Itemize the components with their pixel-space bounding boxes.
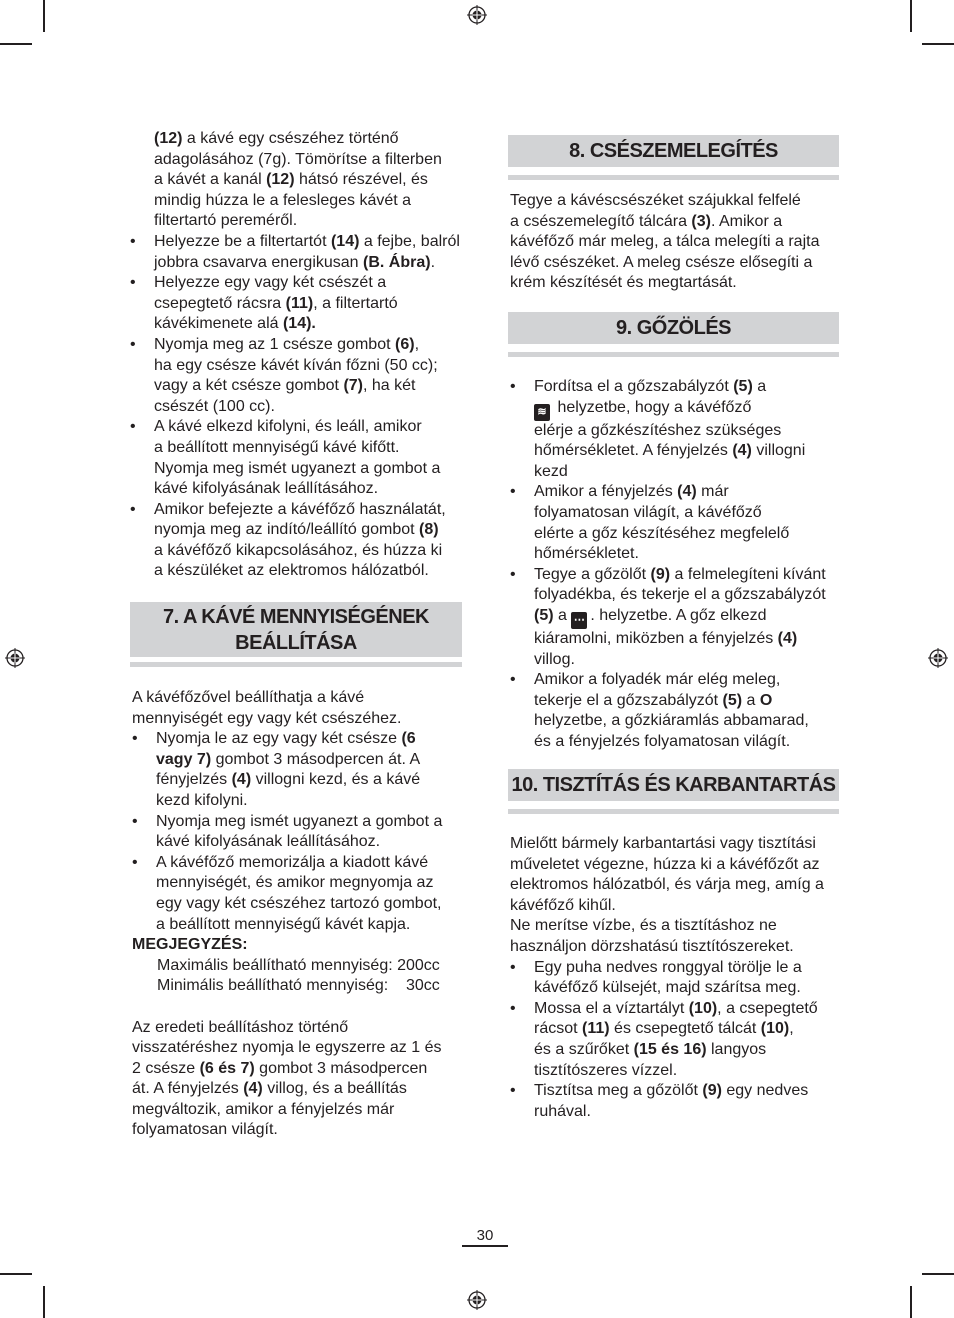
reset-paragraph xyxy=(132,1018,468,1142)
bold-reference: (11) xyxy=(582,1020,610,1038)
text-run: , xyxy=(789,1020,794,1038)
page-number-rule xyxy=(462,1245,508,1247)
text-run: megváltozik, amikor a fényjelzés már xyxy=(132,1100,395,1118)
bold-reference: (12) xyxy=(266,171,295,189)
crop-mark xyxy=(43,0,45,32)
bullet-item xyxy=(510,1081,850,1122)
text-run: folyamatosan világít. xyxy=(132,1121,278,1139)
text-line xyxy=(132,1079,468,1100)
section-10-title: 10. TISZTÍTÁS ÉS KARBANTARTÁS xyxy=(508,769,839,801)
text-line xyxy=(156,729,468,750)
crop-mark xyxy=(922,43,954,45)
text-run: Egy puha nedves ronggyal törölje le a xyxy=(534,958,802,976)
text-run: kezd kifolyni. xyxy=(156,791,248,809)
text-run: rácsot xyxy=(534,1020,583,1038)
bold-reference: (6 xyxy=(401,730,416,748)
text-run: csepegtető rácsra xyxy=(154,294,286,312)
bullet-item xyxy=(130,232,470,273)
text-line xyxy=(154,376,470,397)
section-8-title: 8. CSÉSZEMELEGÍTÉS xyxy=(508,135,839,167)
bold-reference: (B. Ábra) xyxy=(363,253,431,271)
bullet-item xyxy=(132,853,468,935)
text-line xyxy=(534,978,850,999)
section-rule xyxy=(508,809,839,814)
bullet-item xyxy=(130,335,470,417)
bullet-item xyxy=(510,482,850,564)
text-run: már xyxy=(696,483,729,501)
text-run: a beállított mennyiségű kávé kifőtt. xyxy=(154,438,400,456)
bullet-item xyxy=(510,670,850,752)
text-line xyxy=(154,417,470,438)
bullet-item xyxy=(130,417,470,499)
text-run: tisztítószeres vízzel. xyxy=(534,1061,678,1079)
section-9-heading xyxy=(508,312,839,357)
text-run: használjon dörzshatású tisztítószereket. xyxy=(510,937,794,955)
text-line xyxy=(156,915,468,936)
text-run: fényjelzés xyxy=(156,771,232,789)
text-line xyxy=(132,709,468,730)
bullet-item xyxy=(132,729,468,811)
text-run: mindig húzza le a felesleges kávét a xyxy=(154,191,412,209)
bullet-item xyxy=(510,377,850,482)
text-run: gombot 3 másodpercen xyxy=(254,1059,428,1077)
bold-reference: (9) xyxy=(650,565,671,583)
text-line xyxy=(154,541,470,562)
bullet-item xyxy=(510,999,850,1081)
crop-mark xyxy=(43,1286,45,1318)
text-run: kávéfőző már meleg, a tálca melegíti a rajta xyxy=(510,233,820,251)
bold-reference: O xyxy=(759,691,773,709)
text-run: egy vagy két csészéhez tartozó gombot, xyxy=(156,894,442,912)
text-run: a csészemelegítő tálcára xyxy=(510,212,692,230)
crop-mark xyxy=(922,1273,954,1275)
text-line xyxy=(132,1018,468,1039)
text-line xyxy=(154,335,470,356)
text-run: műveletet végezne, húzza ki a kávéfőzőt az xyxy=(510,855,820,873)
text-run: a xyxy=(553,606,572,624)
section-rule xyxy=(508,352,839,357)
text-run: kávé kifolyásának leállításához. xyxy=(154,480,379,498)
text-run: egy nedves xyxy=(721,1082,809,1100)
text-run: 2 csésze xyxy=(132,1059,200,1077)
text-line xyxy=(510,916,850,937)
bullet-item xyxy=(510,565,850,670)
bold-reference: (4) xyxy=(677,483,697,501)
section-7-intro xyxy=(132,688,468,729)
bullet-item xyxy=(130,500,470,582)
text-run: jobbra csavarva energikusan xyxy=(154,253,364,271)
text-line xyxy=(534,524,850,545)
text-run: és csepegtető tálcát xyxy=(609,1020,761,1038)
bullet-item xyxy=(132,812,468,853)
text-run: , ha két xyxy=(363,377,416,395)
text-line xyxy=(154,170,470,191)
text-run: és a fényjelzés folyamatosan világít. xyxy=(534,732,791,750)
text-line xyxy=(534,670,850,691)
text-line xyxy=(156,791,468,812)
bold-reference: (15 és 16) xyxy=(633,1040,707,1058)
text-run: hőmérsékletet. xyxy=(534,545,639,563)
section-7-bullet-list xyxy=(132,729,468,935)
text-run: filtertartó pereméről. xyxy=(154,212,298,230)
bold-reference: (9) xyxy=(702,1082,722,1100)
text-run: Nyomja le az egy vagy két csésze xyxy=(156,730,402,748)
text-run: villogni kezd, és a kávé xyxy=(251,771,421,789)
text-run: Nyomja meg az 1 csésze gombot xyxy=(154,335,395,353)
crop-mark xyxy=(0,1273,32,1275)
bold-reference: (10) xyxy=(760,1020,790,1038)
text-run: és a szűrőket xyxy=(534,1040,634,1058)
text-run: A kávéfőző memorizálja a kiadott kávé xyxy=(156,853,429,871)
text-line xyxy=(156,894,468,915)
text-line xyxy=(534,421,850,442)
note-body xyxy=(132,956,468,997)
text-line xyxy=(534,1019,850,1040)
section-8-heading xyxy=(508,135,839,180)
note-line: Minimális beállítható mennyiség: 30cc xyxy=(157,977,440,995)
section-10-heading xyxy=(508,769,839,814)
text-line xyxy=(534,482,850,503)
text-run: Mossa el a víztartályt xyxy=(534,999,689,1017)
text-line xyxy=(510,232,850,253)
text-run: Ne merítse vízbe, és a tisztításhoz ne xyxy=(510,917,777,935)
text-line xyxy=(534,503,850,524)
text-line xyxy=(154,459,470,480)
text-line xyxy=(154,232,470,253)
text-line xyxy=(156,812,468,833)
text-run: gombot 3 másodpercen át. A xyxy=(211,750,421,768)
bold-reference: (7) xyxy=(343,377,363,395)
text-run: helyzetbe, a gőzkiáramlás abbamarad, xyxy=(534,712,809,730)
text-line xyxy=(510,855,850,876)
text-run: . xyxy=(430,253,436,271)
text-line xyxy=(534,544,850,565)
text-line xyxy=(132,688,468,709)
bold-reference: (6) xyxy=(395,335,415,353)
text-line xyxy=(534,629,850,650)
text-run: a kávét a kanál xyxy=(154,171,267,189)
text-line xyxy=(154,191,470,212)
text-run: villogni xyxy=(751,442,806,460)
text-line xyxy=(132,1100,468,1121)
text-line xyxy=(510,834,850,855)
note-line: Maximális beállítható mennyiség: 200cc xyxy=(157,956,440,974)
bullet-item xyxy=(130,273,470,335)
text-line xyxy=(154,294,470,315)
text-line xyxy=(132,1059,468,1080)
text-line xyxy=(534,441,850,462)
cleaning-intro xyxy=(510,834,850,958)
text-run: folyamatosan világít, a kávéfőző xyxy=(534,503,762,521)
text-line xyxy=(534,565,850,586)
crop-mark xyxy=(910,1286,912,1318)
text-run: kávékimenete alá xyxy=(154,315,283,333)
text-run: elérte a gőz készítéséhez megfelelő xyxy=(534,524,790,542)
crop-mark xyxy=(910,0,912,32)
text-run: kávé kifolyásának leállításához. xyxy=(156,833,381,851)
text-line xyxy=(154,211,470,232)
bold-reference: (12) xyxy=(154,130,183,147)
text-line xyxy=(156,853,468,874)
section-9-body xyxy=(510,377,850,753)
text-run: Az eredeti beállításhoz történő xyxy=(132,1018,349,1036)
crop-mark xyxy=(0,43,32,45)
text-line xyxy=(534,999,850,1020)
section-rule xyxy=(508,175,839,180)
text-line xyxy=(154,150,470,171)
bold-reference: (14) xyxy=(330,232,360,250)
text-run: a készüléket az elektromos hálózatból. xyxy=(154,562,429,580)
text-run: Helyezze egy vagy két csészét a xyxy=(154,274,387,292)
text-run: kezd xyxy=(534,462,568,480)
text-run: folyadékba, és tekerje el a gőzszabályzót xyxy=(534,586,826,604)
text-line xyxy=(534,1081,850,1102)
text-run: hátsó részével, és xyxy=(294,171,428,189)
bold-reference: (5) xyxy=(733,378,753,395)
bold-reference: (14). xyxy=(282,315,316,333)
bold-reference: (4) xyxy=(777,629,798,647)
text-run: Amikor befejezte a kávéfőző használatát, xyxy=(154,500,446,518)
section-9-title: 9. GŐZÖLÉS xyxy=(508,312,839,344)
bullet-item xyxy=(510,958,850,999)
bold-reference: (5) xyxy=(722,691,743,709)
text-line xyxy=(154,314,470,335)
text-line xyxy=(534,691,850,712)
text-line xyxy=(510,191,850,212)
text-line xyxy=(154,129,470,150)
registration-mark-icon xyxy=(467,5,487,25)
registration-mark-icon xyxy=(928,648,948,668)
text-line xyxy=(154,356,470,377)
text-line xyxy=(154,500,470,521)
text-line xyxy=(510,875,850,896)
text-run: mennyiségét egy vagy két csészéhez. xyxy=(132,709,402,727)
text-run: Helyezze be a filtertartót xyxy=(154,232,331,250)
bold-reference: vagy 7) xyxy=(156,750,212,768)
text-line xyxy=(534,462,850,483)
text-run: Mielőtt bármely karbantartási vagy tisztítási xyxy=(510,835,816,852)
text-run: kávéfőző külsejét, majd szárítsa meg. xyxy=(534,979,801,997)
text-line xyxy=(154,438,470,459)
text-run: a fejbe, balról xyxy=(359,232,460,250)
text-run: , xyxy=(414,335,420,353)
text-line xyxy=(154,561,470,582)
text-run: , a filtertartó xyxy=(313,294,398,312)
bold-reference: (4) xyxy=(732,442,752,460)
text-line xyxy=(510,273,850,294)
bold-reference: (10) xyxy=(688,999,718,1017)
text-line xyxy=(156,832,468,853)
left-column xyxy=(130,129,470,582)
text-run: lévő csészéket. A meleg csésze elősegíti a xyxy=(510,253,813,271)
text-run: A kávé elkezd kifolyni, és leáll, amikor xyxy=(154,418,422,436)
text-run: krém készítését és megtartását. xyxy=(510,274,737,292)
text-run: Nyomja meg ismét ugyanezt a gombot a xyxy=(156,812,443,830)
bold-reference: (5) xyxy=(534,606,554,624)
text-run: csészét (100 cc). xyxy=(154,397,275,415)
text-run: a kávé egy csészéhez történő xyxy=(182,130,399,147)
text-run: elektromos hálózatból, és várja meg, amíg a xyxy=(510,876,824,894)
text-run: Tegye a gőzölőt xyxy=(534,565,651,583)
page-number: 30 xyxy=(476,1227,494,1244)
text-line xyxy=(534,1040,850,1061)
text-line xyxy=(510,253,850,274)
text-run: . Amikor a xyxy=(710,212,783,230)
text-run: . helyzetbe. A gőz elkezd xyxy=(590,606,767,624)
steam-position-icon: ≋ xyxy=(534,404,550,421)
text-run: át. A fényjelzés xyxy=(132,1080,244,1098)
text-line xyxy=(534,1061,850,1082)
text-run: tekerje el a gőzszabályzót xyxy=(534,691,723,709)
text-line xyxy=(534,650,850,671)
left-column-lower xyxy=(132,688,468,1141)
text-run: mennyiségét, és amikor megnyomja az xyxy=(156,874,434,892)
intro-paragraph xyxy=(130,129,470,232)
text-run: adagolásához (7g). Tömörítse a filterben xyxy=(154,150,442,168)
bold-reference: (4) xyxy=(231,771,252,789)
text-line xyxy=(156,770,468,791)
text-line xyxy=(534,958,850,979)
text-run: a kávéfőző kikapcsolásához, és húzza ki xyxy=(154,541,443,559)
text-line xyxy=(534,711,850,732)
text-run: ha egy csésze kávét kíván főzni (50 cc); xyxy=(154,356,438,374)
bold-reference: (11) xyxy=(285,294,314,312)
note-label: MEGJEGYZÉS: xyxy=(132,936,248,954)
text-run: villog, és a beállítás xyxy=(262,1080,407,1098)
text-line xyxy=(154,397,470,418)
text-line xyxy=(132,1038,468,1059)
text-line xyxy=(534,606,850,629)
text-run: Tisztítsa meg a gőzölőt xyxy=(534,1082,703,1100)
bold-reference: (4) xyxy=(243,1080,263,1098)
section-rule xyxy=(130,662,462,667)
text-line xyxy=(534,398,850,421)
steaming-bullet-list xyxy=(510,377,850,753)
text-run: a felmelegíteni kívánt xyxy=(670,565,826,583)
usage-bullet-list xyxy=(130,232,470,582)
text-line xyxy=(510,937,850,958)
bold-reference: (6 és 7) xyxy=(199,1059,255,1077)
text-run: Fordítsa el a gőzszabályzót xyxy=(534,378,734,395)
text-run: a beállított mennyiségű kávét kapja. xyxy=(156,915,411,933)
text-run: , a csepegtető xyxy=(717,999,818,1017)
cleaning-bullet-list xyxy=(510,958,850,1123)
text-line xyxy=(510,896,850,917)
text-run: Amikor a fényjelzés xyxy=(534,483,678,501)
text-line xyxy=(154,479,470,500)
text-run: a xyxy=(742,691,760,709)
text-line xyxy=(156,750,468,771)
text-run: vagy a két csésze gombot xyxy=(154,377,344,395)
text-run: Tegye a kávéscsészéket szájukkal felfelé xyxy=(510,192,801,209)
text-run: ruhával. xyxy=(534,1102,591,1120)
text-run: langyos xyxy=(706,1040,767,1058)
text-line xyxy=(534,377,850,398)
text-run: nyomja meg az indító/leállító gombot xyxy=(154,521,420,539)
text-run: visszatéréshez nyomja le egyszerre az 1 és xyxy=(132,1039,442,1057)
text-run: hőmérsékletet. A fényjelzés xyxy=(534,442,733,460)
text-line xyxy=(154,253,470,274)
section-7-title-line-2: BEÁLLÍTÁSA xyxy=(235,632,357,654)
bold-reference: (3) xyxy=(691,212,711,230)
section-7-heading xyxy=(130,602,462,667)
text-run: elérje a gőzkészítéshez szükséges xyxy=(534,421,782,439)
text-run: helyzetbe, hogy a kávéfőző xyxy=(553,398,752,416)
text-line xyxy=(132,1120,468,1141)
text-line xyxy=(154,520,470,541)
text-line xyxy=(534,1102,850,1123)
text-line xyxy=(156,873,468,894)
text-line xyxy=(534,732,850,753)
text-run: Nyomja meg ismét ugyanezt a gombot a xyxy=(154,459,441,477)
text-run: A kávéfőzővel beállíthatja a kávé xyxy=(132,689,365,706)
steam-nozzle-icon: ⋯ xyxy=(571,612,587,629)
text-run: Amikor a folyadék már elég meleg, xyxy=(534,671,781,689)
registration-mark-icon xyxy=(5,648,25,668)
section-7-title-line-1: 7. A KÁVÉ MENNYISÉGÉNEK xyxy=(163,606,429,628)
text-run: villog. xyxy=(534,650,575,668)
text-line xyxy=(534,585,850,606)
text-run: kiáramolni, miközben a fényjelzés xyxy=(534,629,778,647)
text-line xyxy=(510,212,850,233)
text-line xyxy=(154,273,470,294)
text-run: a xyxy=(752,378,767,395)
bold-reference: (8) xyxy=(419,521,439,539)
text-run: kávéfőző kihűl. xyxy=(510,896,616,914)
section-8-body xyxy=(510,191,850,294)
registration-mark-icon xyxy=(467,1290,487,1310)
section-10-body xyxy=(510,834,850,1122)
